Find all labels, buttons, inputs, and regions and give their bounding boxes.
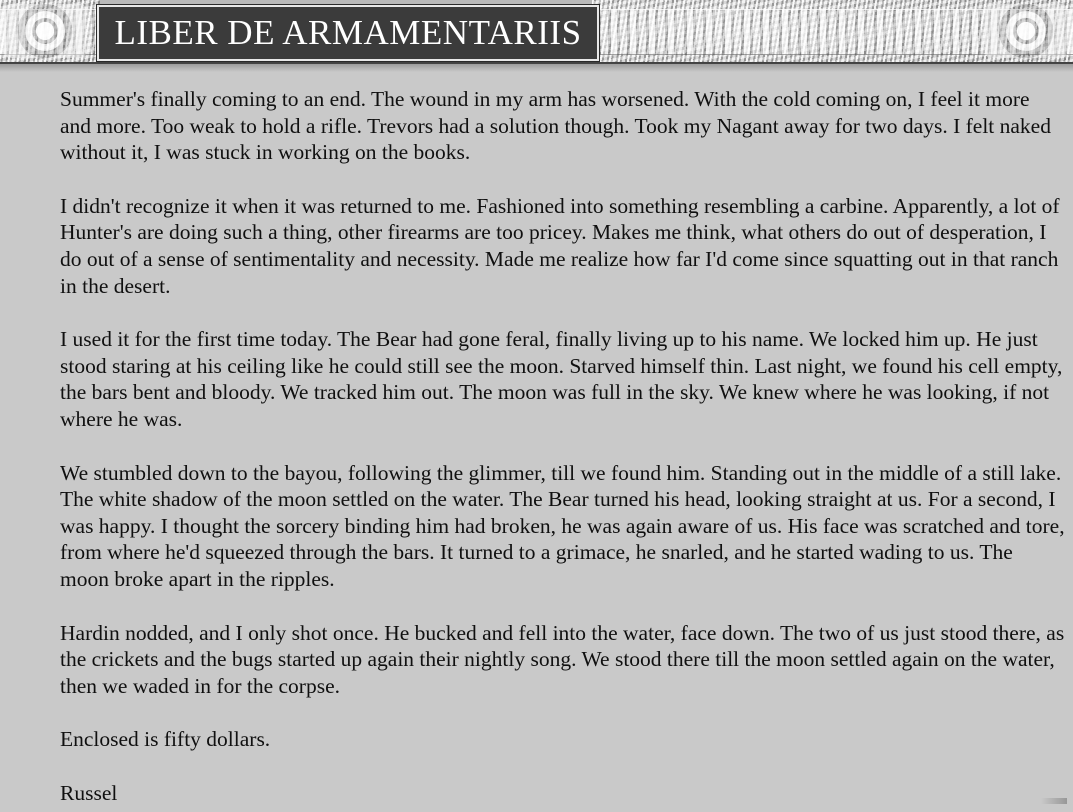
letter-paragraph: Enclosed is fifty dollars. — [60, 727, 271, 752]
letter-body — [0, 64, 1073, 806]
page-corner-mark — [1041, 798, 1067, 804]
letter-paragraph: I didn't recognize it when it was returned to me. Fashioned into something resembling a carbine. Apparently, a lot of Hunter's are doing such a thing, other firearms are too pricey. Makes me think, what others do out of desperation, I do out of a sense of sentimentality and necessity. Made me realize how far I'd come since squatting out in that ranch in the desert. — [60, 193, 1060, 298]
letter-paragraph: Summer's finally coming to an end. The wound in my arm has worsened. With the cold coming on, I feel it more and more. Too weak to hold a rifle. Trevors had a solution though. Took my Nagant away for two days. I felt naked without it, I was stuck in working on the books. — [60, 87, 1051, 165]
letter-paragraph: We stumbled down to the bayou, following the glimmer, till we found him. Standing out in the middle of a still lake. The white shadow of the moon settled on the water. The Bear turned his head, looking straight at us. For a second, I was happy. I thought the sorcery binding him had broken, he was again aware of us. His face was scratched and tore, from where he'd squeezed through the bars. It turned to a grimace, he snarled, and he started wading to us. The moon broke apart in the ripples. — [60, 460, 1065, 591]
letter-paragraph: I used it for the first time today. The Bear had gone feral, finally living up to his name. We locked him up. He just stood staring at his ceiling like he could still see the moon. Starved himself thin. Last night, we found his cell empty, the bars bent and bloody. We tracked him out. The moon was full in the sky. We knew where he was looking, if not where he was. — [60, 327, 1063, 431]
document-header-banner — [0, 0, 1073, 64]
page-title: LIBER DE ARMAMENTARIIS — [114, 13, 582, 52]
letter-signature: Russel — [60, 780, 118, 805]
ornament-right-icon — [592, 0, 1073, 62]
title-plate — [97, 5, 599, 61]
letter-paragraph: Hardin nodded, and I only shot once. He bucked and fell into the water, face down. The two of us just stood there, as the crickets and the bugs started up again their nightly song. We stood there till the moon settled again on the water, then we waded in for the corpse. — [60, 620, 1065, 698]
ornament-left-icon — [0, 0, 100, 62]
